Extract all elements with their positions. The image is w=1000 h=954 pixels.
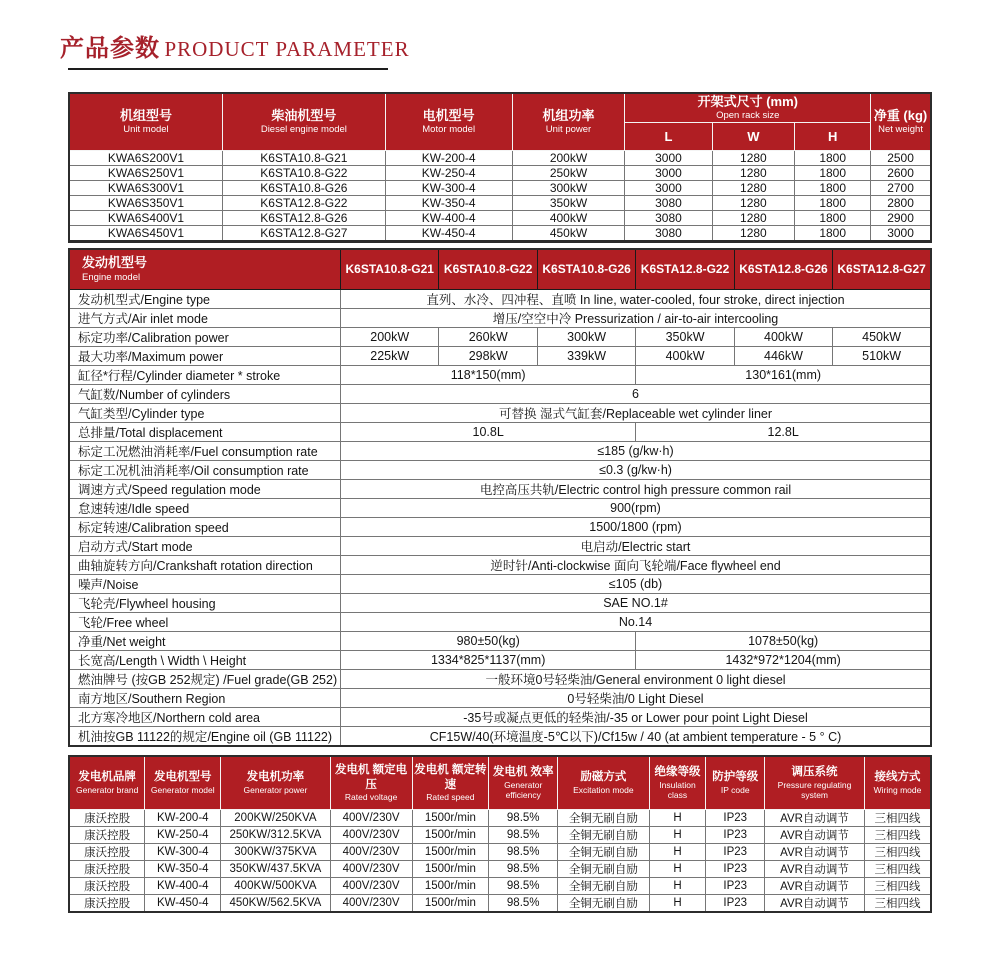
table-row	[69, 574, 931, 593]
table-row	[69, 403, 931, 422]
table-cell: 1800	[795, 180, 871, 195]
table-cell: 2900	[871, 210, 931, 225]
table-cell: IP23	[706, 809, 765, 826]
table-row	[69, 479, 931, 498]
spec-label-cell: 进气方式/Air inlet mode	[69, 308, 341, 327]
column-header-engine-model-code: K6STA10.8-G21	[341, 249, 439, 289]
table-cell: 3000	[625, 150, 712, 165]
page-title-zh: 产品参数	[60, 35, 160, 62]
header-zh: 发动机型号	[82, 255, 148, 271]
spec-label-cell: 怠速转速/Idle speed	[69, 498, 341, 517]
column-header-engine-model	[69, 249, 341, 289]
header-zh: 净重 (kg)	[873, 108, 928, 123]
spec-value-cell: No.14	[341, 612, 931, 631]
header-zh: 发电机 额定转速	[414, 764, 487, 791]
table-cell: 400V/230V	[330, 826, 412, 843]
page-title	[60, 28, 410, 63]
header-zh: 绝缘等级	[654, 766, 701, 779]
table-row	[69, 826, 931, 843]
spec-value-cell: ≤105 (db)	[341, 574, 931, 593]
column-header	[765, 756, 865, 809]
table-cell: KWA6S300V1	[69, 180, 222, 195]
header-en: Rated speed	[426, 792, 475, 803]
table-row	[69, 422, 931, 441]
engine-spec-table	[68, 248, 932, 747]
spec-value-cell: 直列、水冷、四冲程、直喷 In line, water-cooled, four stroke, direct injection	[341, 289, 931, 308]
table-cell: H	[649, 843, 706, 860]
table-cell: 250kW	[512, 165, 625, 180]
table-cell: 1800	[795, 225, 871, 241]
table-row	[69, 843, 931, 860]
table-cell: 康沃控股	[69, 894, 145, 912]
header-en: Unit model	[123, 124, 169, 136]
table-cell: 全铜无刷自励	[558, 877, 649, 894]
table-row	[69, 195, 931, 210]
spec-value-cell: 339kW	[537, 346, 635, 365]
table-cell: 300kW	[512, 180, 625, 195]
header-en: Net weight	[878, 124, 923, 136]
spec-label-cell: 飞轮/Free wheel	[69, 612, 341, 631]
spec-value-cell: 510kW	[833, 346, 931, 365]
table-row	[69, 631, 931, 650]
column-header-engine-model-code: K6STA10.8-G22	[439, 249, 537, 289]
table-cell: KW-200-4	[145, 809, 221, 826]
column-header-open-rack-size	[625, 93, 871, 122]
generator-table-header-row	[69, 756, 931, 809]
table-cell: KW-250-4	[145, 826, 221, 843]
table-row	[69, 809, 931, 826]
spec-value-cell: 可替换 湿式气缸套/Replaceable wet cylinder liner	[341, 403, 931, 422]
spec-value-cell: 1334*825*1137(mm)	[341, 650, 636, 669]
spec-value-cell: 1500/1800 (rpm)	[341, 517, 931, 536]
spec-value-cell: 12.8L	[636, 422, 931, 441]
table-cell: H	[649, 860, 706, 877]
table-row	[69, 707, 931, 726]
engine-table-body	[69, 289, 931, 746]
unit-table-body	[69, 150, 931, 241]
table-row	[69, 289, 931, 308]
spec-value-cell: 400kW	[636, 346, 734, 365]
table-cell: 1280	[712, 150, 795, 165]
spec-value-cell: 电控高压共轨/Electric control high pressure common rail	[341, 479, 931, 498]
table-cell: 康沃控股	[69, 809, 145, 826]
table-row	[69, 365, 931, 384]
header-zh: 发电机功率	[246, 771, 305, 784]
table-row	[69, 555, 931, 574]
table-cell: 98.5%	[489, 860, 558, 877]
table-row	[69, 517, 931, 536]
table-row	[69, 860, 931, 877]
table-cell: KW-400-4	[145, 877, 221, 894]
table-cell: KW-300-4	[145, 843, 221, 860]
table-cell: 400KW/500KVA	[221, 877, 330, 894]
column-header-motor-model	[385, 93, 512, 150]
column-header-engine-model-code: K6STA12.8-G26	[734, 249, 832, 289]
table-cell: 250KW/312.5KVA	[221, 826, 330, 843]
table-row	[69, 726, 931, 746]
table-row	[69, 346, 931, 365]
header-en: Engine model	[82, 271, 141, 283]
engine-table-header-row	[69, 249, 931, 289]
spec-value-cell: 900(rpm)	[341, 498, 931, 517]
header-zh: 机组型号	[119, 108, 172, 123]
table-cell: KWA6S450V1	[69, 225, 222, 241]
table-cell: K6STA12.8-G26	[222, 210, 385, 225]
table-row	[69, 498, 931, 517]
table-cell: 1500r/min	[412, 894, 489, 912]
table-cell: IP23	[706, 860, 765, 877]
spec-label-cell: 标定工况机油消耗率/Oil consumption rate	[69, 460, 341, 479]
table-cell: 1800	[795, 165, 871, 180]
spec-value-cell: 200kW	[341, 327, 439, 346]
table-cell: 400V/230V	[330, 877, 412, 894]
table-cell: 三相四线	[865, 826, 931, 843]
header-zh: 发电机 额定电压	[334, 764, 408, 791]
header-zh: 电机型号	[422, 108, 475, 123]
header-zh: 机组功率	[542, 108, 595, 123]
table-cell: KWA6S400V1	[69, 210, 222, 225]
column-header	[69, 756, 145, 809]
column-header	[706, 756, 765, 809]
table-cell: 200kW	[512, 150, 625, 165]
table-cell: KW-300-4	[385, 180, 512, 195]
spec-label-cell: 标定功率/Calibration power	[69, 327, 341, 346]
spec-value-cell: 130*161(mm)	[636, 365, 931, 384]
table-cell: 450kW	[512, 225, 625, 241]
column-header-width: W	[712, 122, 795, 150]
table-cell: 2500	[871, 150, 931, 165]
table-cell: 1280	[712, 180, 795, 195]
table-cell: KW-450-4	[385, 225, 512, 241]
table-cell: 1800	[795, 210, 871, 225]
header-zh: 发电机 效率	[492, 766, 554, 779]
spec-value-cell: 6	[341, 384, 931, 403]
table-cell: 400V/230V	[330, 860, 412, 877]
column-header	[865, 756, 931, 809]
spec-value-cell: 300kW	[537, 327, 635, 346]
column-header-net-weight	[871, 93, 931, 150]
table-cell: K6STA12.8-G22	[222, 195, 385, 210]
table-cell: 1280	[712, 165, 795, 180]
table-cell: 450KW/562.5KVA	[221, 894, 330, 912]
table-row	[69, 210, 931, 225]
header-en: Generator power	[243, 784, 308, 795]
column-header-engine-model-code: K6STA10.8-G26	[537, 249, 635, 289]
table-cell: 98.5%	[489, 843, 558, 860]
table-cell: 1500r/min	[412, 826, 489, 843]
header-en: Motor model	[422, 124, 476, 136]
table-cell: H	[649, 809, 706, 826]
table-cell: 康沃控股	[69, 860, 145, 877]
table-cell: 350kW	[512, 195, 625, 210]
table-cell: 200KW/250KVA	[221, 809, 330, 826]
table-cell: K6STA10.8-G26	[222, 180, 385, 195]
header-en: Generator brand	[75, 784, 139, 795]
table-cell: IP23	[706, 826, 765, 843]
header-en: Generator model	[150, 784, 215, 795]
table-cell: 全铜无刷自励	[558, 826, 649, 843]
table-cell: KW-250-4	[385, 165, 512, 180]
table-cell: 400V/230V	[330, 809, 412, 826]
table-cell: 2600	[871, 165, 931, 180]
table-cell: KW-450-4	[145, 894, 221, 912]
table-row	[69, 165, 931, 180]
table-row	[69, 180, 931, 195]
table-row	[69, 225, 931, 241]
header-en: Insulation class	[659, 779, 696, 800]
table-row	[69, 150, 931, 165]
table-cell: 2800	[871, 195, 931, 210]
generator-table-body	[69, 809, 931, 912]
column-header-height: H	[795, 122, 871, 150]
table-cell: 1500r/min	[412, 877, 489, 894]
spec-value-cell: 逆时针/Anti-clockwise 面向飞轮端/Face flywheel end	[341, 555, 931, 574]
table-cell: 1280	[712, 225, 795, 241]
table-cell: KW-350-4	[145, 860, 221, 877]
table-row	[69, 593, 931, 612]
column-header	[489, 756, 558, 809]
spec-label-cell: 启动方式/Start mode	[69, 536, 341, 555]
table-cell: 康沃控股	[69, 826, 145, 843]
table-cell: 400V/230V	[330, 894, 412, 912]
header-en: Generator efficiency	[504, 779, 543, 800]
spec-label-cell: 曲轴旋转方向/Crankshaft rotation direction	[69, 555, 341, 574]
spec-label-cell: 缸径*行程/Cylinder diameter * stroke	[69, 365, 341, 384]
table-cell: 全铜无刷自励	[558, 809, 649, 826]
table-cell: KW-400-4	[385, 210, 512, 225]
table-cell: AVR自动调节	[765, 826, 865, 843]
table-cell: 3080	[625, 210, 712, 225]
table-cell: KW-350-4	[385, 195, 512, 210]
table-cell: AVR自动调节	[765, 860, 865, 877]
table-cell: 1800	[795, 150, 871, 165]
table-row	[69, 669, 931, 688]
header-en: Diesel engine model	[260, 124, 347, 136]
table-row	[69, 460, 931, 479]
column-header	[145, 756, 221, 809]
header-zh: 发电机型号	[154, 771, 212, 784]
table-cell: K6STA12.8-G27	[222, 225, 385, 241]
header-zh: 开架式尺寸 (mm)	[697, 94, 798, 109]
table-cell: 400V/230V	[330, 843, 412, 860]
spec-value-cell: 260kW	[439, 327, 537, 346]
table-cell: 三相四线	[865, 894, 931, 912]
table-cell: 三相四线	[865, 877, 931, 894]
table-cell: 三相四线	[865, 860, 931, 877]
column-header-engine-model-code: K6STA12.8-G27	[833, 249, 931, 289]
table-row	[69, 688, 931, 707]
column-header	[649, 756, 706, 809]
table-row	[69, 536, 931, 555]
spec-value-cell: 增压/空空中冷 Pressurization / air-to-air intercooling	[341, 308, 931, 327]
spec-value-cell: 980±50(kg)	[341, 631, 636, 650]
table-row	[69, 650, 931, 669]
spec-label-cell: 标定工况燃油消耗率/Fuel consumption rate	[69, 441, 341, 460]
column-header-unit-power	[512, 93, 625, 150]
spec-label-cell: 气缸数/Number of cylinders	[69, 384, 341, 403]
table-cell: K6STA10.8-G22	[222, 165, 385, 180]
table-cell: 3000	[871, 225, 931, 241]
header-en: Excitation mode	[573, 784, 634, 795]
table-cell: 康沃控股	[69, 843, 145, 860]
table-cell: 2700	[871, 180, 931, 195]
spec-label-cell: 北方寒冷地区/Northern cold area	[69, 707, 341, 726]
spec-value-cell: 446kW	[734, 346, 832, 365]
spec-value-cell: ≤0.3 (g/kw·h)	[341, 460, 931, 479]
spec-label-cell: 净重/Net weight	[69, 631, 341, 650]
table-cell: AVR自动调节	[765, 843, 865, 860]
table-cell: 1280	[712, 195, 795, 210]
table-cell: IP23	[706, 877, 765, 894]
spec-label-cell: 最大功率/Maximum power	[69, 346, 341, 365]
spec-label-cell: 标定转速/Calibration speed	[69, 517, 341, 536]
header-zh: 发电机品牌	[78, 771, 136, 784]
spec-value-cell: SAE NO.1#	[341, 593, 931, 612]
header-en: Pressure regulating system	[777, 779, 852, 800]
header-zh: 接线方式	[874, 771, 921, 784]
table-cell: 98.5%	[489, 894, 558, 912]
table-cell: AVR自动调节	[765, 877, 865, 894]
header-zh: 调压系统	[791, 766, 838, 779]
header-en: Wiring mode	[873, 784, 922, 795]
table-cell: 3000	[625, 165, 712, 180]
spec-label-cell: 气缸类型/Cylinder type	[69, 403, 341, 422]
table-cell: H	[649, 877, 706, 894]
column-header	[558, 756, 649, 809]
spec-label-cell: 长宽高/Length \ Width \ Height	[69, 650, 341, 669]
header-zh: 柴油机型号	[271, 108, 337, 123]
table-row	[69, 308, 931, 327]
spec-value-cell: 一般环境0号轻柴油/General environment 0 light diesel	[341, 669, 931, 688]
spec-value-cell: 1078±50(kg)	[636, 631, 931, 650]
title-underline	[68, 68, 388, 70]
table-cell: 1800	[795, 195, 871, 210]
spec-value-cell: -35号或凝点更低的轻柴油/-35 or Lower pour point Light Diesel	[341, 707, 931, 726]
table-row	[69, 877, 931, 894]
header-en: IP code	[720, 784, 750, 795]
table-cell: IP23	[706, 894, 765, 912]
column-header-engine-model-code: K6STA12.8-G22	[636, 249, 734, 289]
spec-label-cell: 燃油牌号 (按GB 252规定) /Fuel grade(GB 252)	[69, 669, 341, 688]
table-cell: IP23	[706, 843, 765, 860]
spec-label-cell: 发动机型式/Engine type	[69, 289, 341, 308]
table-cell: AVR自动调节	[765, 809, 865, 826]
table-cell: 1500r/min	[412, 860, 489, 877]
column-header	[412, 756, 489, 809]
header-en: Unit power	[545, 124, 592, 136]
generator-table	[68, 755, 932, 913]
table-cell: 1500r/min	[412, 843, 489, 860]
table-cell: 3080	[625, 225, 712, 241]
spec-value-cell: 10.8L	[341, 422, 636, 441]
spec-value-cell: 225kW	[341, 346, 439, 365]
table-cell: 1280	[712, 210, 795, 225]
spec-value-cell: 1432*972*1204(mm)	[636, 650, 931, 669]
column-header-unit-model	[69, 93, 222, 150]
table-cell: 全铜无刷自励	[558, 894, 649, 912]
header-en: Rated voltage	[344, 792, 398, 803]
spec-value-cell: 298kW	[439, 346, 537, 365]
spec-label-cell: 总排量/Total displacement	[69, 422, 341, 441]
spec-label-cell: 南方地区/Southern Region	[69, 688, 341, 707]
table-cell: AVR自动调节	[765, 894, 865, 912]
column-header	[330, 756, 412, 809]
column-header-diesel-engine-model	[222, 93, 385, 150]
table-row	[69, 384, 931, 403]
table-cell: 三相四线	[865, 843, 931, 860]
table-cell: 全铜无刷自励	[558, 860, 649, 877]
table-row	[69, 441, 931, 460]
table-cell: 三相四线	[865, 809, 931, 826]
table-cell: 3000	[625, 180, 712, 195]
table-cell: 1500r/min	[412, 809, 489, 826]
unit-model-table	[68, 92, 932, 243]
table-cell: H	[649, 894, 706, 912]
spec-value-cell: 450kW	[833, 327, 931, 346]
table-cell: 3080	[625, 195, 712, 210]
spec-label-cell: 调速方式/Speed regulation mode	[69, 479, 341, 498]
table-cell: 350KW/437.5KVA	[221, 860, 330, 877]
spec-value-cell: 0号轻柴油/0 Light Diesel	[341, 688, 931, 707]
table-cell: 全铜无刷自励	[558, 843, 649, 860]
spec-value-cell: 118*150(mm)	[341, 365, 636, 384]
spec-label-cell: 飞轮壳/Flywheel housing	[69, 593, 341, 612]
table-cell: H	[649, 826, 706, 843]
table-row	[69, 612, 931, 631]
table-cell: KW-200-4	[385, 150, 512, 165]
header-zh: 防护等级	[712, 771, 759, 784]
table-cell: 98.5%	[489, 826, 558, 843]
page-title-en: PRODUCT PARAMETER	[164, 37, 410, 61]
table-row	[69, 327, 931, 346]
column-header	[221, 756, 330, 809]
table-cell: K6STA10.8-G21	[222, 150, 385, 165]
table-cell: 300KW/375KVA	[221, 843, 330, 860]
header-en: Open rack size	[716, 110, 780, 122]
spec-label-cell: 噪声/Noise	[69, 574, 341, 593]
table-cell: KWA6S350V1	[69, 195, 222, 210]
table-cell: 400kW	[512, 210, 625, 225]
spec-value-cell: CF15W/40(环境温度-5℃以下)/Cf15w / 40 (at ambient temperature - 5 ° C)	[341, 726, 931, 746]
spec-value-cell: 400kW	[734, 327, 832, 346]
spec-value-cell: 350kW	[636, 327, 734, 346]
table-cell: 98.5%	[489, 877, 558, 894]
table-cell: KWA6S250V1	[69, 165, 222, 180]
spec-value-cell: 电启动/Electric start	[341, 536, 931, 555]
table-cell: KWA6S200V1	[69, 150, 222, 165]
table-row	[69, 894, 931, 912]
header-zh: 励磁方式	[580, 771, 627, 784]
table-cell: 康沃控股	[69, 877, 145, 894]
spec-value-cell: ≤185 (g/kw·h)	[341, 441, 931, 460]
column-header-length: L	[625, 122, 712, 150]
table-cell: 98.5%	[489, 809, 558, 826]
spec-label-cell: 机油按GB 11122的规定/Engine oil (GB 11122)	[69, 726, 341, 746]
